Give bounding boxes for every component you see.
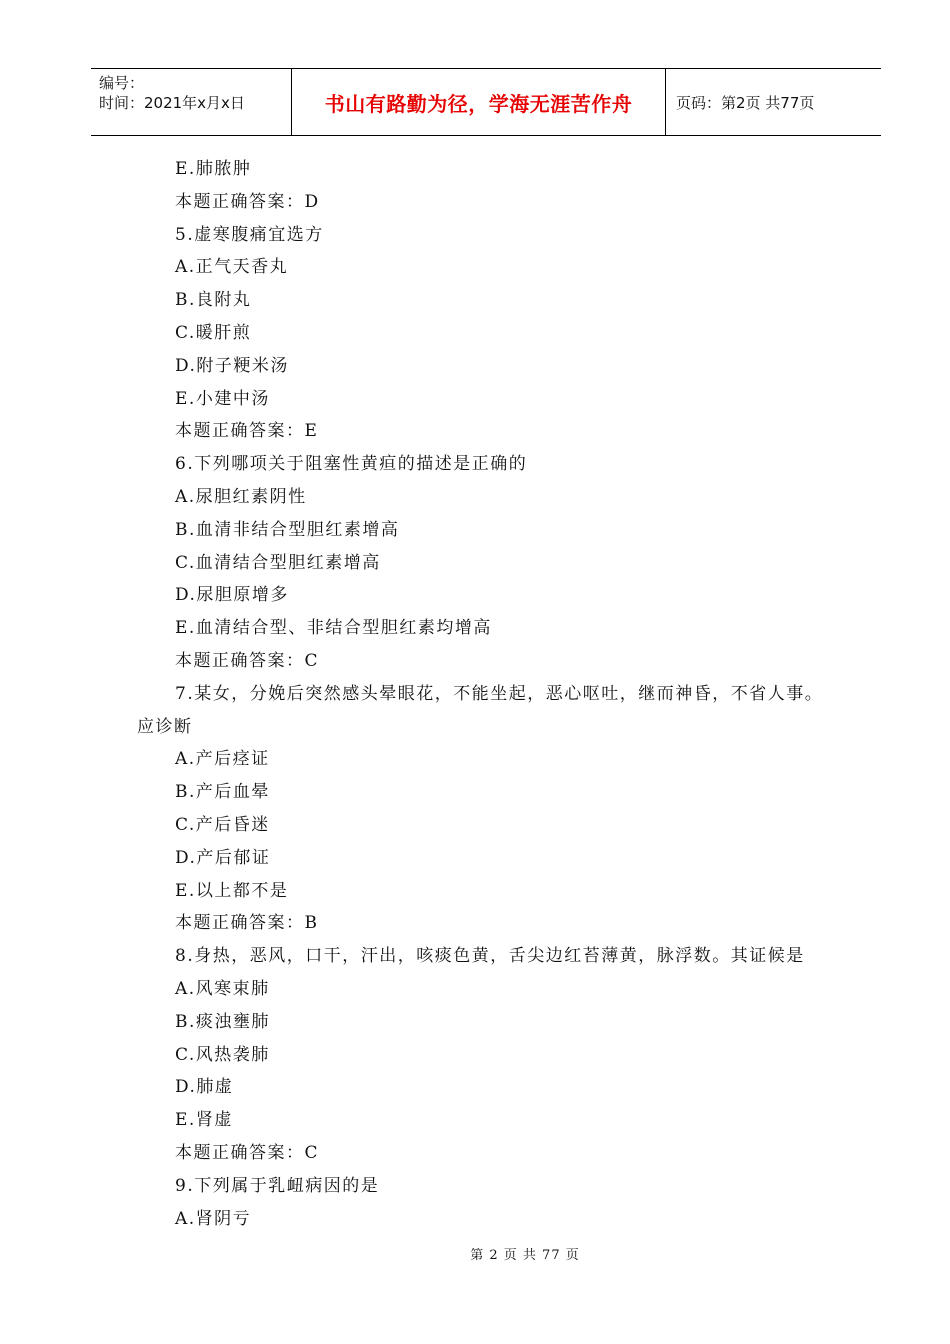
text-line: B.良附丸: [175, 290, 252, 311]
text-line: 本题正确答案：B: [175, 913, 319, 934]
document-body: [0, 153, 950, 1235]
page-footer: 第 2 页 共 77 页: [470, 1248, 580, 1263]
header-page-cell: [666, 69, 881, 135]
text-line: E.肾虚: [175, 1110, 233, 1131]
text-line: E.肺脓肿: [175, 159, 252, 179]
text-line: 5.虚寒腹痛宜选方: [175, 224, 324, 245]
header-motto: 书山有路勤为径，学海无涯苦作舟: [324, 91, 633, 116]
text-line: 本题正确答案：D: [175, 191, 320, 212]
header-page-label: 页码：第2页 共77页: [676, 93, 815, 112]
page-header: [91, 68, 881, 136]
text-line: B.痰浊壅肺: [175, 1011, 270, 1032]
text-line: D.附子粳米汤: [175, 355, 289, 376]
text-line: E.以上都不是: [175, 880, 289, 901]
text-line: D.产后郁证: [175, 847, 271, 868]
text-line: 6.下列哪项关于阻塞性黄疸的描述是正确的: [175, 454, 528, 475]
text-line: A.肾阴亏: [175, 1208, 252, 1229]
text-line: E.血清结合型、非结合型胆红素均增高: [175, 618, 492, 639]
text-line: 本题正确答案：C: [175, 650, 320, 671]
text-line: 本题正确答案：E: [175, 421, 319, 442]
text-line: E.小建中汤: [175, 388, 270, 409]
text-line: C.风热袭肺: [175, 1044, 270, 1065]
text-line: A.产后痉证: [175, 749, 270, 770]
text-line: B.产后血晕: [175, 782, 270, 803]
header-motto-cell: [292, 69, 666, 135]
text-line: A.风寒束肺: [175, 978, 270, 999]
header-meta: [91, 69, 292, 135]
text-line: C.产后昏迷: [175, 814, 270, 835]
text-line: D.尿胆原增多: [175, 585, 289, 606]
text-line: A.尿胆红素阴性: [175, 486, 307, 507]
text-line: 本题正确答案：C: [175, 1142, 320, 1163]
text-line: 应诊断: [137, 716, 193, 737]
text-line: C.血清结合型胆红素增高: [175, 552, 381, 573]
time-label: 时间：2021年x月x日: [99, 94, 245, 112]
text-line: A.正气天香丸: [175, 257, 289, 278]
text-line: 9.下列属于乳衄病因的是: [175, 1175, 380, 1196]
text-line: C.暖肝煎: [175, 322, 252, 343]
text-line: D.肺虚: [175, 1077, 234, 1098]
serial-label: 编号：: [99, 74, 145, 92]
text-line: 8.身热，恶风，口干，汗出，咳痰色黄，舌尖边红苔薄黄，脉浮数。其证候是: [175, 946, 805, 967]
text-line: B.血清非结合型胆红素增高: [175, 519, 400, 540]
text-line: 7.某女，分娩后突然感头晕眼花，不能坐起，恶心呕吐，继而神昏，不省人事。: [175, 683, 824, 704]
